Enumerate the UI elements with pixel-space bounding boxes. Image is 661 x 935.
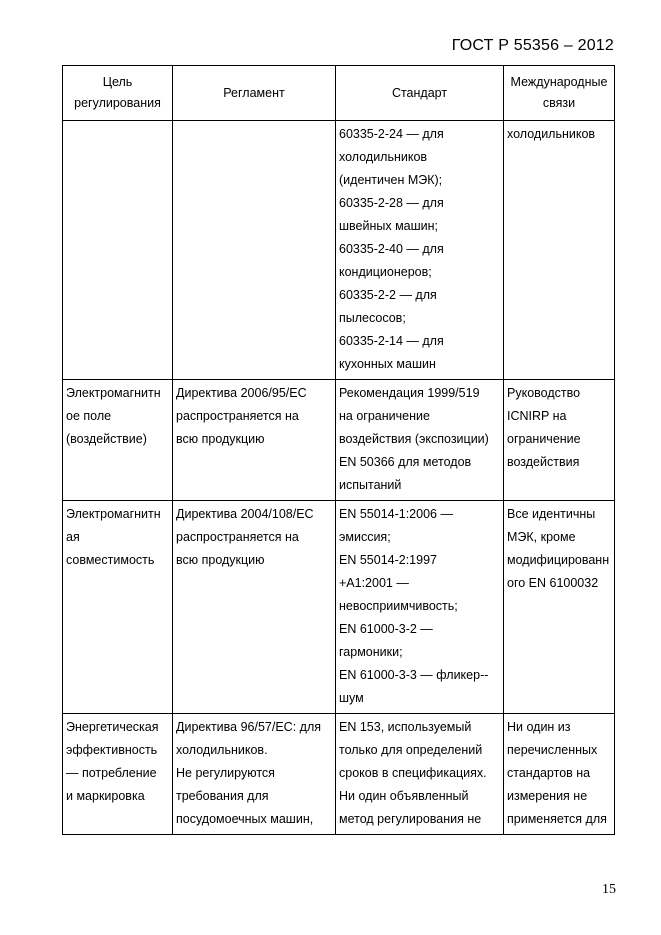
cell-line: +A1:2001 — [339, 576, 409, 590]
cell-line: воздействия (экспозиции) [339, 432, 489, 446]
cell-line: ое поле [66, 409, 112, 423]
cell-line: Директива 2004/108/ЕС [176, 507, 314, 521]
column-header-standard [336, 66, 504, 121]
cell-line: метод регулирования не [339, 812, 482, 826]
header-line: связи [542, 96, 576, 110]
cell-line: Руководство [507, 386, 581, 400]
cell-line: распространяется на [176, 530, 299, 544]
column-header-goal [63, 66, 173, 121]
cell-standard [336, 121, 504, 380]
cell-line: EN 55014-2:1997 [339, 553, 437, 567]
column-header-regulation [173, 66, 336, 121]
cell-line: невосприимчивость; [339, 599, 458, 613]
cell-line: холодильников [507, 127, 596, 141]
cell-line: эффективность [66, 743, 158, 757]
cell-line: всю продукцию [176, 432, 265, 446]
cell-line: 60335-2-24 — для [339, 127, 444, 141]
cell-line: кухонных машин [339, 357, 436, 371]
cell-line: Не регулируются [176, 766, 275, 780]
cell-regulation [173, 380, 336, 501]
cell-line: модифицированн [507, 553, 610, 567]
table-row [63, 501, 615, 714]
column-header-international [504, 66, 615, 121]
cell-line: Энергетическая [66, 720, 159, 734]
header-line: Стандарт [391, 85, 448, 100]
cell-line: (идентичен МЭК); [339, 173, 443, 187]
cell-line: Все идентичны [507, 507, 596, 521]
cell-line: распространяется на [176, 409, 299, 423]
cell-regulation [173, 121, 336, 380]
cell-goal [63, 121, 173, 380]
cell-international [504, 121, 615, 380]
cell-line: требования для [176, 789, 269, 803]
cell-line: холодильников [339, 150, 428, 164]
cell-international [504, 714, 615, 835]
cell-international [504, 380, 615, 501]
cell-line: Директива 96/57/ЕС: для [176, 720, 322, 734]
cell-line: пылесосов; [339, 311, 406, 325]
cell-line: ICNIRP на [507, 409, 567, 423]
cell-line: измерения не [507, 789, 588, 803]
cell-regulation [173, 501, 336, 714]
cell-line: ограничение [507, 432, 581, 446]
cell-line: (воздействие) [66, 432, 147, 446]
header-line: Регламент [223, 85, 285, 100]
cell-line: 60335-2-14 — для [339, 334, 444, 348]
cell-goal [63, 380, 173, 501]
table-row [63, 714, 615, 835]
table-header-row [63, 66, 615, 121]
cell-line: холодильников. [176, 743, 268, 757]
cell-line: Ни один объявленный [339, 789, 469, 803]
cell-line: воздействия [507, 455, 580, 469]
cell-goal [63, 714, 173, 835]
cell-line: ая [66, 530, 80, 544]
cell-standard [336, 501, 504, 714]
cell-line: применяется для [507, 812, 607, 826]
cell-line: эмиссия; [339, 530, 391, 544]
cell-line: Рекомендация 1999/519 [339, 386, 480, 400]
cell-standard [336, 380, 504, 501]
cell-line: всю продукцию [176, 553, 265, 567]
cell-line: шум [339, 691, 364, 705]
cell-line: EN 153, используемый [339, 720, 472, 734]
cell-line: EN 55014-1:2006 — [339, 507, 453, 521]
table-body [63, 121, 615, 835]
table-row [63, 121, 615, 380]
cell-line: и маркировка [66, 789, 145, 803]
header-line: Цель [102, 75, 133, 89]
cell-line: швейных машин; [339, 219, 439, 233]
cell-line: перечисленных [507, 743, 598, 757]
cell-line: Электромагнитн [66, 386, 161, 400]
cell-line: 60335-2-28 — для [339, 196, 444, 210]
header-line: Международные [510, 75, 608, 89]
page-number: 15 [602, 882, 616, 897]
cell-line: стандартов на [507, 766, 591, 780]
header-line: регулирования [74, 96, 161, 110]
cell-line: — потребление [66, 766, 157, 780]
cell-international [504, 501, 615, 714]
cell-line: испытаний [339, 478, 402, 492]
cell-line: EN 61000-3-3 — фликер-- [339, 668, 489, 682]
cell-line: ого EN 6100032 [507, 576, 599, 590]
cell-line: Директива 2006/95/ЕС [176, 386, 307, 400]
document-code: ГОСТ Р 55356 – 2012 [451, 37, 614, 54]
cell-line: Ни один из [507, 720, 571, 734]
cell-line: МЭК, кроме [507, 530, 576, 544]
cell-line: только для определений [339, 743, 483, 757]
cell-line: Электромагнитн [66, 507, 161, 521]
cell-regulation [173, 714, 336, 835]
cell-line: на ограничение [339, 409, 430, 423]
cell-line: посудомоечных машин, [176, 812, 314, 826]
cell-line: совместимость [66, 553, 155, 567]
table-row [63, 380, 615, 501]
cell-line: гармоники; [339, 645, 403, 659]
regulation-table [62, 65, 615, 835]
cell-line: кондиционеров; [339, 265, 432, 279]
cell-line: EN 61000-3-2 — [339, 622, 433, 636]
cell-goal [63, 501, 173, 714]
cell-line: EN 50366 для методов [339, 455, 472, 469]
cell-line: сроков в спецификациях. [339, 766, 487, 780]
cell-line: 60335-2-40 — для [339, 242, 444, 256]
cell-line: 60335-2-2 — для [339, 288, 437, 302]
cell-standard [336, 714, 504, 835]
